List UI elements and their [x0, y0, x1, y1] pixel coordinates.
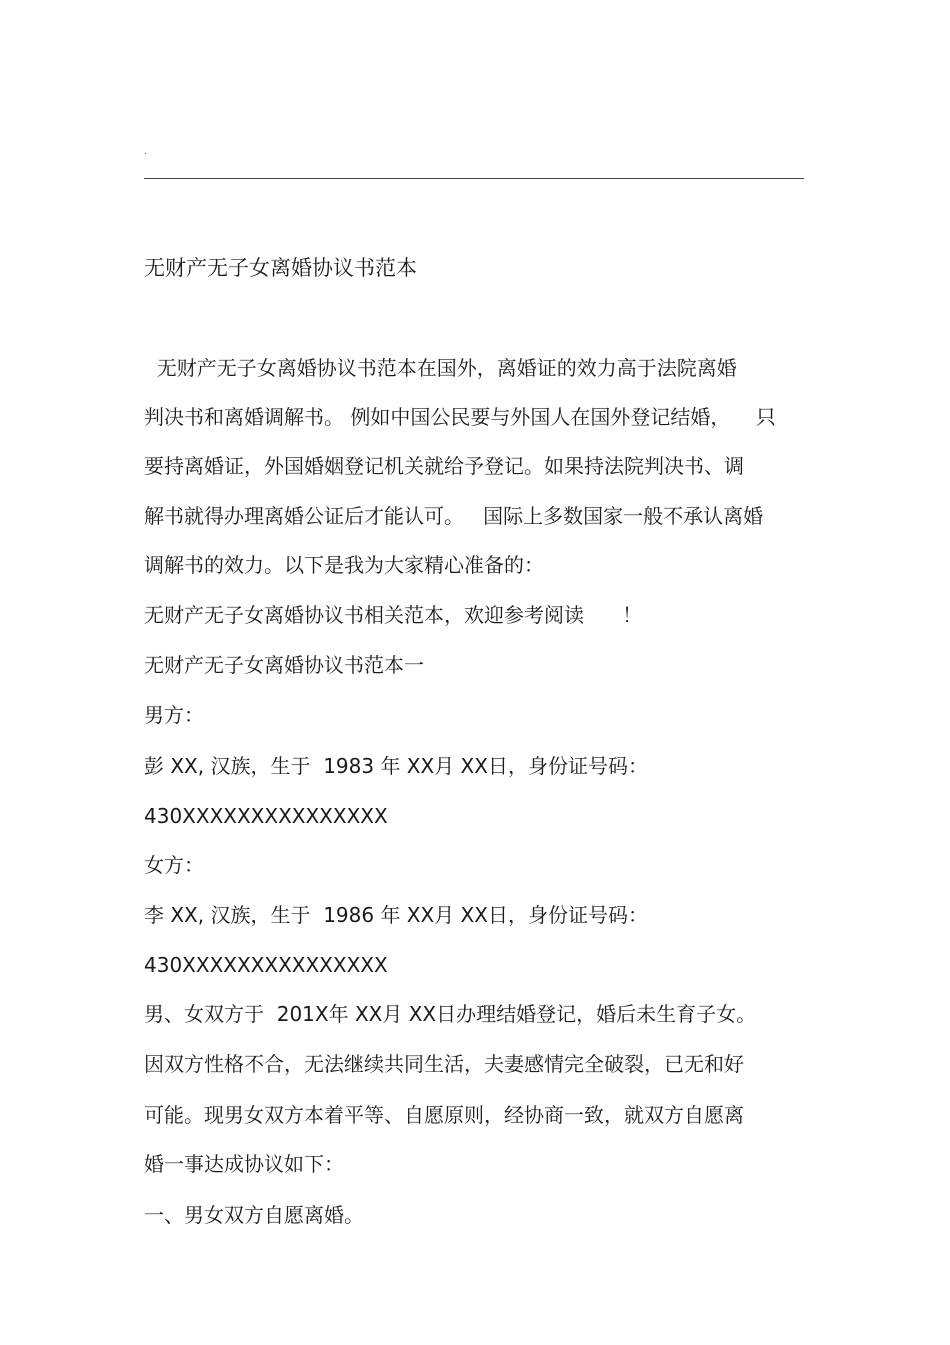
document-title: 无财产无子女离婚协议书范本 — [144, 256, 417, 280]
header-rule — [144, 178, 804, 179]
body-line: 可能。现男女双方本着平等、自愿原则，经协商一致，就双方自愿离 — [144, 1103, 744, 1127]
section-heading: 无财产无子女离婚协议书范本一 — [144, 653, 424, 677]
body-line: 婚一事达成协议如下： — [144, 1152, 344, 1176]
body-line: 调解书的效力。以下是我为大家精心准备的： — [144, 553, 544, 577]
body-line: 无财产无子女离婚协议书范本在国外，离婚证的效力高于法院离婚 — [144, 356, 737, 380]
party-label-female: 女方： — [144, 853, 204, 877]
body-line: 判决书和离婚调解书。 例如中国公民要与外国人在国外登记结婚， 只 — [144, 405, 776, 429]
party-info-female: 李 XX, 汉族，生于 1986 年 XX月 XX日，身份证号码： — [144, 903, 648, 927]
body-line: 要持离婚证，外国婚姻登记机关就给予登记。如果持法院判决书、调 — [144, 454, 744, 478]
id-number-female: 430XXXXXXXXXXXXXXX — [144, 953, 388, 977]
body-line: 解书就得办理离婚公证后才能认可。 国际上多数国家一般不承认离婚 — [144, 504, 764, 528]
party-info-male: 彭 XX, 汉族，生于 1983 年 XX月 XX日，身份证号码： — [144, 754, 648, 778]
body-line: 因双方性格不合，无法继续共同生活，夫妻感情完全破裂，已无和好 — [144, 1052, 744, 1076]
clause-item: 一、男女双方自愿离婚。 — [144, 1203, 364, 1227]
party-label-male: 男方： — [144, 703, 204, 727]
body-line: 男、女双方于 201X年 XX月 XX日办理结婚登记，婚后未生育子女。 — [144, 1002, 757, 1026]
body-line: 无财产无子女离婚协议书相关范本，欢迎参考阅读 ！ — [144, 603, 643, 627]
header-mark: . — [144, 146, 148, 157]
id-number-male: 430XXXXXXXXXXXXXXX — [144, 804, 388, 828]
